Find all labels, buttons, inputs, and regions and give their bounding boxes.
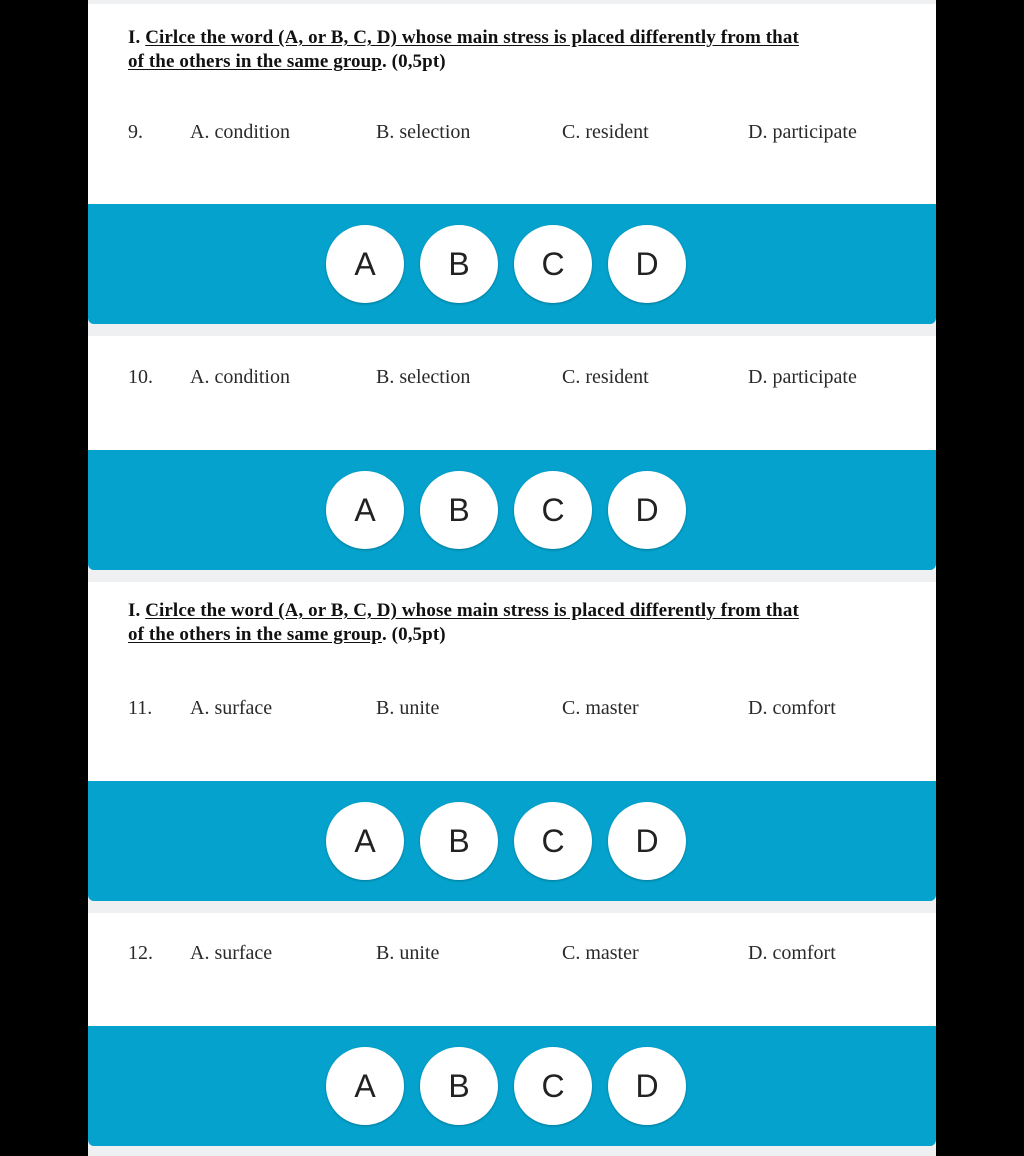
option-c: C. master bbox=[562, 942, 639, 964]
answer-button-a[interactable]: A bbox=[326, 1047, 404, 1125]
option-d: D. comfort bbox=[748, 942, 836, 964]
question-card-9 bbox=[88, 4, 936, 204]
question-row-11 bbox=[88, 697, 936, 727]
option-b: B. selection bbox=[376, 121, 471, 143]
question-card-10 bbox=[88, 336, 936, 450]
option-d: D. participate bbox=[748, 121, 857, 143]
answer-button-c[interactable]: C bbox=[514, 1047, 592, 1125]
answer-button-a[interactable]: A bbox=[326, 225, 404, 303]
question-row-12 bbox=[88, 942, 936, 972]
option-a: A. surface bbox=[190, 697, 273, 719]
option-d: D. participate bbox=[748, 366, 857, 388]
question-card-12 bbox=[88, 913, 936, 1026]
answer-button-d[interactable]: D bbox=[608, 802, 686, 880]
option-a: A. surface bbox=[190, 942, 273, 964]
answer-button-b[interactable]: B bbox=[420, 225, 498, 303]
option-a: A. condition bbox=[190, 366, 290, 388]
answer-bar-12 bbox=[88, 1026, 936, 1146]
instruction-suffix: . (0,5pt) bbox=[381, 51, 446, 72]
option-b: B. unite bbox=[376, 697, 440, 719]
answer-button-b[interactable]: B bbox=[420, 471, 498, 549]
instruction-suffix: . (0,5pt) bbox=[381, 624, 446, 645]
question-number: 10. bbox=[128, 366, 153, 388]
answer-button-a[interactable]: A bbox=[326, 802, 404, 880]
instruction-text bbox=[128, 26, 888, 74]
answer-button-c[interactable]: C bbox=[514, 225, 592, 303]
question-number: 11. bbox=[128, 697, 153, 719]
instruction-line1: Cirlce the word (A, or B, C, D) whose main stress is placed differently from that bbox=[145, 27, 799, 48]
answer-button-c[interactable]: C bbox=[514, 802, 592, 880]
option-d: D. comfort bbox=[748, 697, 836, 719]
answer-bar-11 bbox=[88, 781, 936, 901]
answer-button-a[interactable]: A bbox=[326, 471, 404, 549]
answer-button-b[interactable]: B bbox=[420, 1047, 498, 1125]
option-c: C. resident bbox=[562, 121, 649, 143]
answer-button-d[interactable]: D bbox=[608, 225, 686, 303]
answer-button-d[interactable]: D bbox=[608, 1047, 686, 1125]
question-number: 12. bbox=[128, 942, 153, 964]
option-a: A. condition bbox=[190, 121, 290, 143]
question-row-9 bbox=[88, 121, 936, 151]
option-c: C. master bbox=[562, 697, 639, 719]
answer-bar-9 bbox=[88, 204, 936, 324]
option-b: B. unite bbox=[376, 942, 440, 964]
answer-bar-10 bbox=[88, 450, 936, 570]
instruction-text bbox=[128, 599, 888, 647]
question-number: 9. bbox=[128, 121, 143, 143]
instruction-line1: Cirlce the word (A, or B, C, D) whose main stress is placed differently from that bbox=[145, 600, 799, 621]
answer-button-b[interactable]: B bbox=[420, 802, 498, 880]
instruction-line2: of the others in the same group bbox=[128, 51, 382, 72]
question-card-11 bbox=[88, 582, 936, 781]
instruction-prefix: I. bbox=[128, 600, 146, 621]
option-c: C. resident bbox=[562, 366, 649, 388]
answer-button-d[interactable]: D bbox=[608, 471, 686, 549]
option-b: B. selection bbox=[376, 366, 471, 388]
instruction-line2: of the others in the same group bbox=[128, 624, 382, 645]
answer-button-c[interactable]: C bbox=[514, 471, 592, 549]
question-row-10 bbox=[88, 366, 936, 396]
instruction-prefix: I. bbox=[128, 27, 146, 48]
